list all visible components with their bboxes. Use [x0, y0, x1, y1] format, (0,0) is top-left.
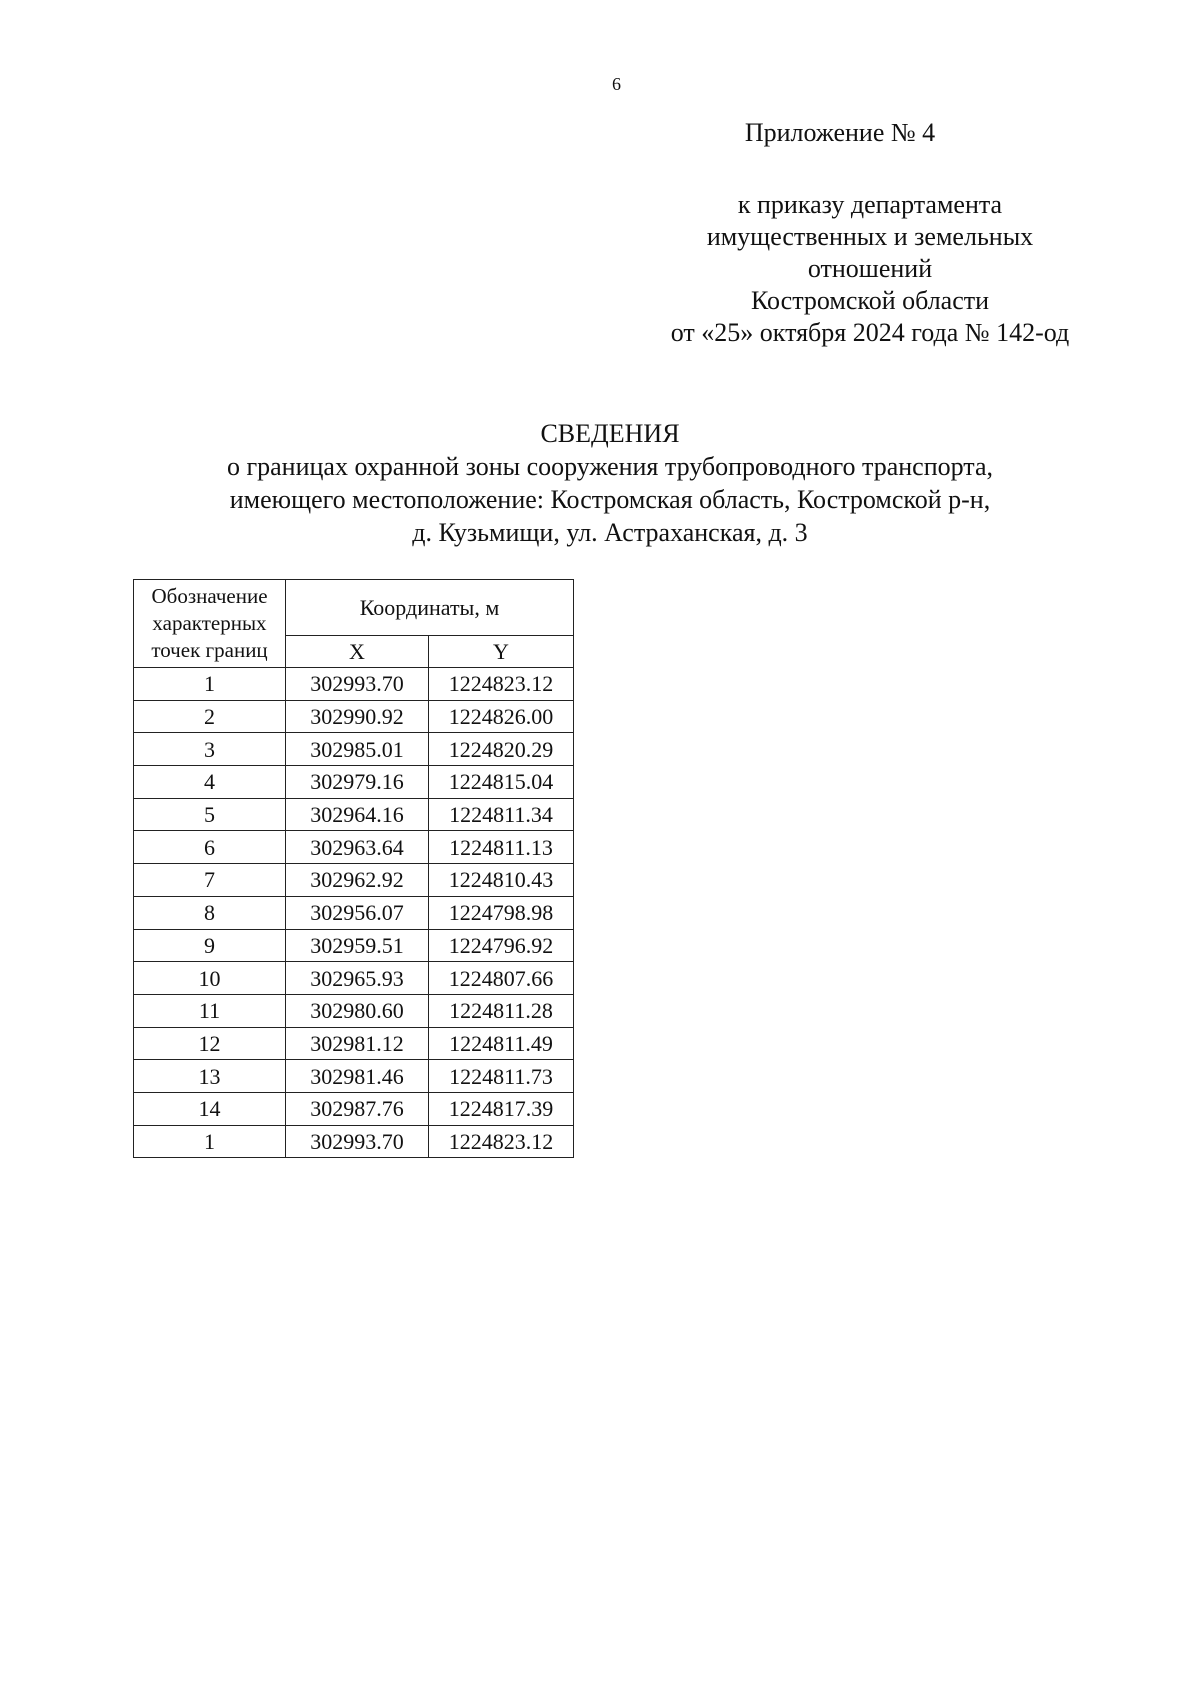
cell-point: 12 — [134, 1027, 286, 1060]
table-row — [134, 962, 574, 995]
cell-x: 302981.12 — [286, 1027, 429, 1060]
cell-y: 1224811.13 — [429, 831, 574, 864]
cell-point: 7 — [134, 864, 286, 897]
header-point-line: характерных — [152, 611, 267, 635]
cell-point: 4 — [134, 766, 286, 799]
cell-y: 1224811.73 — [429, 1060, 574, 1093]
table-row — [134, 1027, 574, 1060]
coordinates-table — [133, 579, 574, 1158]
table-row — [134, 1092, 574, 1125]
appendix-reference — [640, 189, 1100, 349]
cell-point: 6 — [134, 831, 286, 864]
cell-y: 1224823.12 — [429, 1125, 574, 1158]
table-row — [134, 733, 574, 766]
cell-x: 302962.92 — [286, 864, 429, 897]
table-row — [134, 1125, 574, 1158]
coordinates-table-body — [134, 668, 574, 1158]
table-row — [134, 700, 574, 733]
table-row — [134, 1060, 574, 1093]
table-row — [134, 798, 574, 831]
table-row — [134, 896, 574, 929]
cell-y: 1224811.34 — [429, 798, 574, 831]
document-title: СВЕДЕНИЯ — [540, 419, 680, 448]
cell-x: 302965.93 — [286, 962, 429, 995]
cell-point: 13 — [134, 1060, 286, 1093]
table-row — [134, 994, 574, 1027]
appendix-line: от «25» октября 2024 года № 142-од — [670, 318, 1070, 347]
cell-point: 10 — [134, 962, 286, 995]
header-point-line: точек границ — [151, 638, 268, 662]
cell-point: 1 — [134, 668, 286, 701]
cell-y: 1224810.43 — [429, 864, 574, 897]
subtitle-line: имеющего местоположение: Костромская область, Костромской р-н, — [229, 485, 991, 514]
cell-x: 302959.51 — [286, 929, 429, 962]
cell-point: 3 — [134, 733, 286, 766]
cell-y: 1224817.39 — [429, 1092, 574, 1125]
cell-point: 1 — [134, 1125, 286, 1158]
header-point-designation — [134, 580, 286, 668]
header-point-line: Обозначение — [151, 584, 268, 608]
table-row — [134, 929, 574, 962]
cell-y: 1224826.00 — [429, 700, 574, 733]
cell-x: 302993.70 — [286, 1125, 429, 1158]
table-row — [134, 766, 574, 799]
cell-y: 1224815.04 — [429, 766, 574, 799]
cell-y: 1224798.98 — [429, 896, 574, 929]
cell-y: 1224811.28 — [429, 994, 574, 1027]
cell-point: 8 — [134, 896, 286, 929]
cell-y: 1224796.92 — [429, 929, 574, 962]
cell-point: 9 — [134, 929, 286, 962]
cell-x: 302964.16 — [286, 798, 429, 831]
cell-x: 302963.64 — [286, 831, 429, 864]
cell-point: 2 — [134, 700, 286, 733]
cell-y: 1224811.49 — [429, 1027, 574, 1060]
cell-y: 1224807.66 — [429, 962, 574, 995]
cell-point: 14 — [134, 1092, 286, 1125]
cell-x: 302985.01 — [286, 733, 429, 766]
subtitle-line: о границах охранной зоны сооружения трубопроводного транспорта, — [226, 452, 994, 481]
appendix-line: имущественных и земельных — [706, 222, 1034, 251]
header-y: Y — [429, 636, 574, 668]
appendix-line: отношений — [807, 254, 933, 283]
appendix-line: Костромской области — [750, 286, 990, 315]
document-subtitle — [150, 450, 1070, 549]
cell-x: 302987.76 — [286, 1092, 429, 1125]
page-number: 6 — [612, 74, 621, 94]
table-row — [134, 831, 574, 864]
cell-y: 1224823.12 — [429, 668, 574, 701]
cell-x: 302956.07 — [286, 896, 429, 929]
cell-x: 302980.60 — [286, 994, 429, 1027]
cell-y: 1224820.29 — [429, 733, 574, 766]
cell-x: 302993.70 — [286, 668, 429, 701]
table-row — [134, 668, 574, 701]
table-row — [134, 864, 574, 897]
appendix-title: Приложение № 4 — [744, 118, 936, 147]
appendix-line: к приказу департамента — [737, 190, 1003, 219]
header-x: X — [286, 636, 429, 668]
cell-x: 302990.92 — [286, 700, 429, 733]
cell-point: 11 — [134, 994, 286, 1027]
cell-x: 302979.16 — [286, 766, 429, 799]
cell-point: 5 — [134, 798, 286, 831]
subtitle-line: д. Кузьмищи, ул. Астраханская, д. 3 — [412, 518, 808, 547]
cell-x: 302981.46 — [286, 1060, 429, 1093]
header-coordinates: Координаты, м — [286, 580, 574, 636]
